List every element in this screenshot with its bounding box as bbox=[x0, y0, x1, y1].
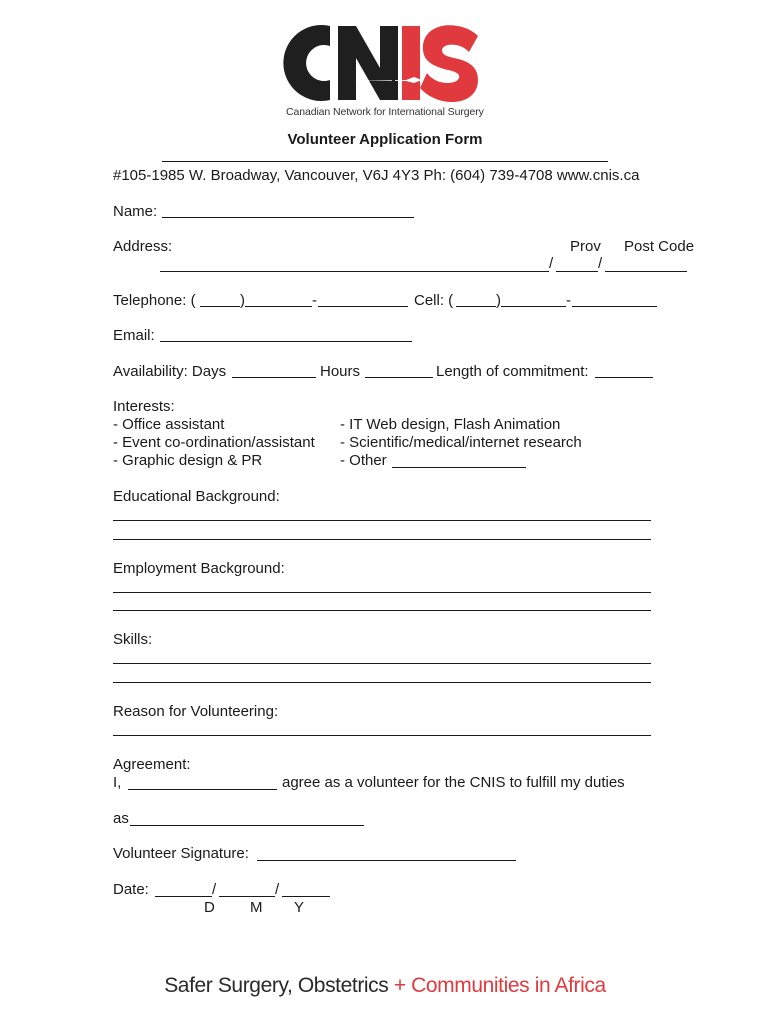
interest-research[interactable]: - Scientific/medical/internet research bbox=[340, 434, 582, 451]
postcode-label: Post Code bbox=[624, 238, 695, 255]
contact-line: #105-1985 W. Broadway, Vancouver, V6J 4Y3 Ph: (604) 739-4708 www.cnis.ca bbox=[113, 167, 640, 184]
agreement-duties-field[interactable] bbox=[130, 825, 364, 826]
telephone-label: Telephone: ( bbox=[113, 292, 196, 309]
date-m-label: M bbox=[250, 899, 263, 916]
employment-label: Employment Background: bbox=[113, 560, 285, 577]
address-field[interactable] bbox=[160, 271, 549, 272]
tagline-dark: Safer Surgery, Obstetrics bbox=[164, 974, 389, 997]
date-year-field[interactable] bbox=[282, 896, 330, 897]
hours-label: Hours bbox=[320, 363, 361, 380]
agreement-as: as bbox=[113, 810, 129, 827]
interest-other-field[interactable] bbox=[392, 467, 526, 468]
name-field[interactable] bbox=[162, 217, 414, 218]
interest-other[interactable]: - Other bbox=[340, 452, 387, 469]
reason-field[interactable] bbox=[113, 735, 651, 736]
footer-tagline bbox=[0, 974, 770, 998]
cell-area-field[interactable] bbox=[456, 306, 496, 307]
interest-office-assistant[interactable]: - Office assistant bbox=[113, 416, 225, 433]
reason-label: Reason for Volunteering: bbox=[113, 703, 279, 720]
tagline-red: + Communities in Africa bbox=[393, 974, 606, 997]
cell-number-field[interactable] bbox=[572, 306, 657, 307]
signature-label: Volunteer Signature: bbox=[113, 845, 249, 862]
postcode-field[interactable] bbox=[605, 271, 687, 272]
email-field[interactable] bbox=[160, 341, 412, 342]
date-month-field[interactable] bbox=[219, 896, 275, 897]
cell-label: Cell: ( bbox=[414, 292, 454, 309]
address-label: Address: bbox=[113, 238, 173, 255]
skills-field-1[interactable] bbox=[113, 663, 651, 664]
skills-label: Skills: bbox=[113, 631, 153, 648]
logo-letter-s bbox=[420, 25, 478, 102]
agreement-text: agree as a volunteer for the CNIS to fulfill my duties bbox=[282, 774, 625, 791]
availability-label: Availability: Days bbox=[113, 363, 227, 380]
date-d-label: D bbox=[204, 899, 215, 916]
org-name: Canadian Network for International Surgery bbox=[286, 106, 484, 118]
skills-field-2[interactable] bbox=[113, 682, 651, 683]
employment-field-1[interactable] bbox=[113, 592, 651, 593]
commitment-field[interactable] bbox=[595, 377, 653, 378]
agreement-name-field[interactable] bbox=[128, 789, 277, 790]
hours-field[interactable] bbox=[365, 377, 433, 378]
email-label: Email: bbox=[113, 327, 155, 344]
prov-label: Prov bbox=[570, 238, 601, 255]
agreement-label: Agreement: bbox=[113, 756, 191, 773]
commitment-label: Length of commitment: bbox=[436, 363, 589, 380]
name-label: Name: bbox=[113, 203, 158, 220]
form-title: Volunteer Application Form bbox=[287, 131, 483, 148]
title-rule bbox=[162, 161, 608, 162]
days-field[interactable] bbox=[232, 377, 316, 378]
logo-letter-n bbox=[338, 26, 398, 100]
date-y-label: Y bbox=[294, 899, 305, 916]
interest-graphic-design[interactable]: - Graphic design & PR bbox=[113, 452, 263, 469]
interests-label: Interests: bbox=[113, 398, 175, 415]
education-label: Educational Background: bbox=[113, 488, 280, 505]
education-field-2[interactable] bbox=[113, 539, 651, 540]
date-label: Date: bbox=[113, 881, 149, 898]
signature-field[interactable] bbox=[257, 860, 516, 861]
telephone-prefix-field[interactable] bbox=[245, 306, 312, 307]
interest-it-web-design[interactable]: - IT Web design, Flash Animation bbox=[340, 416, 561, 433]
employment-field-2[interactable] bbox=[113, 610, 651, 611]
logo-letter-i bbox=[402, 26, 420, 100]
interest-event-coordination[interactable]: - Event co-ordination/assistant bbox=[113, 434, 315, 451]
prov-field[interactable] bbox=[556, 271, 598, 272]
logo-letter-c bbox=[283, 25, 330, 101]
telephone-area-field[interactable] bbox=[200, 306, 240, 307]
telephone-number-field[interactable] bbox=[318, 306, 408, 307]
cell-prefix-field[interactable] bbox=[501, 306, 566, 307]
agreement-i: I, bbox=[113, 774, 122, 791]
address-slash: / bbox=[549, 255, 554, 272]
prov-slash: / bbox=[598, 255, 603, 272]
education-field-1[interactable] bbox=[113, 520, 651, 521]
date-day-field[interactable] bbox=[155, 896, 212, 897]
cnis-logo bbox=[282, 22, 482, 104]
